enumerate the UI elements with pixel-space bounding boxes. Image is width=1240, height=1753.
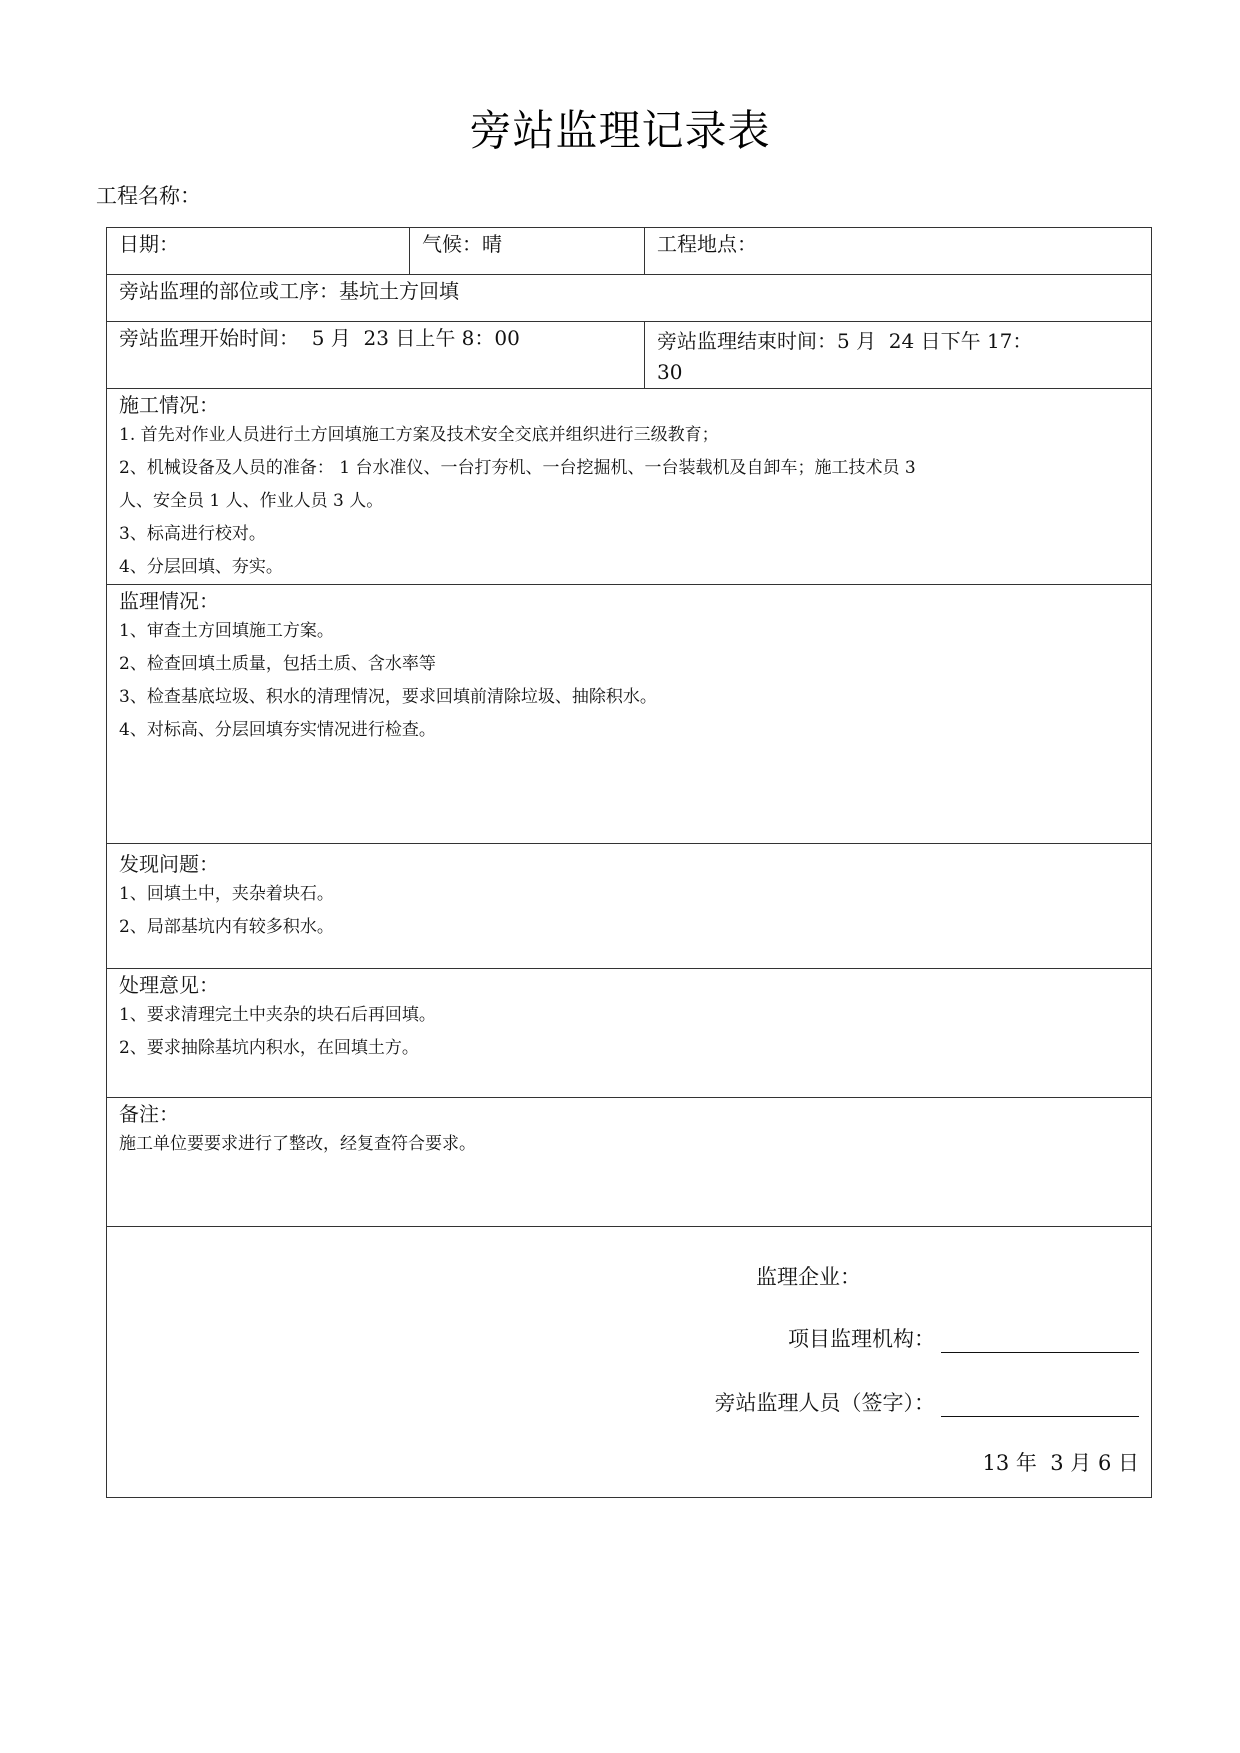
end-time-line-1: 旁站监理结束时间：5 月 24 日下午 17： — [657, 329, 1033, 353]
supervisor-signature — [715, 1387, 1140, 1417]
supervisor-signature-line[interactable] — [941, 1394, 1139, 1417]
opinion-heading: 处理意见： — [119, 973, 219, 997]
opinion-line: 1、要求清理完土中夹杂的块石后再回填。 — [119, 1005, 436, 1025]
issues-heading: 发现问题： — [119, 852, 219, 876]
supervision-company-label: 监理企业： — [756, 1265, 861, 1289]
construction-heading: 施工情况： — [119, 393, 219, 417]
construction-line: 1. 首先对作业人员进行土方回填施工方案及技术安全交底并组织进行三级教育； — [119, 425, 719, 445]
notes-cell[interactable] — [107, 1098, 1152, 1227]
project-name-label: 工程名称： — [96, 184, 201, 208]
sign-date — [983, 1447, 1140, 1477]
supervision-cell[interactable] — [107, 585, 1152, 844]
end-time-cell[interactable] — [645, 322, 1152, 389]
construction-line: 3、标高进行校对。 — [119, 524, 266, 544]
part-cell[interactable] — [107, 275, 1152, 322]
issues-line: 1、回填土中，夹杂着块石。 — [119, 884, 334, 904]
sign-date-text: 13 年 3 月 6 日 — [982, 1451, 1139, 1475]
supervision-line: 3、检查基底垃圾、积水的清理情况，要求回填前清除垃圾、抽除积水。 — [119, 687, 657, 707]
start-time-cell[interactable] — [107, 322, 645, 389]
end-time-line-2: 30 — [657, 360, 683, 384]
time-row — [107, 322, 1152, 389]
construction-line: 2、机械设备及人员的准备： 1 台水准仪、一台打夯机、一台挖掘机、一台装载机及自卸车；施工技术员 3 — [119, 458, 916, 478]
construction-row — [107, 389, 1152, 585]
supervision-line: 1、审查土方回填施工方案。 — [119, 621, 334, 641]
date-cell[interactable] — [107, 228, 410, 275]
notes-heading: 备注： — [119, 1102, 179, 1126]
opinion-cell[interactable] — [107, 969, 1152, 1098]
supervision-heading: 监理情况： — [119, 589, 219, 613]
location-label: 工程地点： — [657, 232, 757, 256]
construction-cell[interactable] — [107, 389, 1152, 585]
signature-row — [107, 1227, 1152, 1498]
supervision-line: 4、对标高、分层回填夯实情况进行检查。 — [119, 720, 436, 740]
page-title: 旁站监理记录表 — [469, 106, 771, 155]
issues-row — [107, 844, 1152, 969]
opinion-row — [107, 969, 1152, 1098]
issues-cell[interactable] — [107, 844, 1152, 969]
part-row — [107, 275, 1152, 322]
start-time: 旁站监理开始时间： 5 月 23 日上午 8：00 — [119, 326, 520, 350]
supervision-record-table — [106, 227, 1152, 1498]
supervision-line: 2、检查回填土质量，包括土质、含水率等 — [119, 654, 436, 674]
weather-label: 气候：晴 — [422, 232, 502, 256]
supervision-company — [756, 1261, 861, 1291]
notes-line: 施工单位要要求进行了整改，经复查符合要求。 — [119, 1134, 476, 1154]
supervision-row — [107, 585, 1152, 844]
weather-cell[interactable] — [410, 228, 645, 275]
construction-line: 人、安全员 1 人、作业人员 3 人。 — [119, 491, 384, 511]
project-org-label: 项目监理机构： — [788, 1327, 935, 1351]
opinion-line: 2、要求抽除基坑内积水，在回填土方。 — [119, 1038, 419, 1058]
project-org-signature-line[interactable] — [941, 1330, 1139, 1353]
location-cell[interactable] — [645, 228, 1152, 275]
project-org — [788, 1323, 1139, 1353]
supervisor-signature-label: 旁站监理人员（签字）： — [714, 1391, 935, 1415]
header-row — [107, 228, 1152, 275]
notes-row — [107, 1098, 1152, 1227]
signature-cell — [107, 1227, 1152, 1498]
construction-line: 4、分层回填、夯实。 — [119, 557, 283, 577]
date-label: 日期： — [119, 232, 179, 256]
part-label: 旁站监理的部位或工序：基坑土方回填 — [119, 279, 459, 303]
issues-line: 2、局部基坑内有较多积水。 — [119, 917, 334, 937]
